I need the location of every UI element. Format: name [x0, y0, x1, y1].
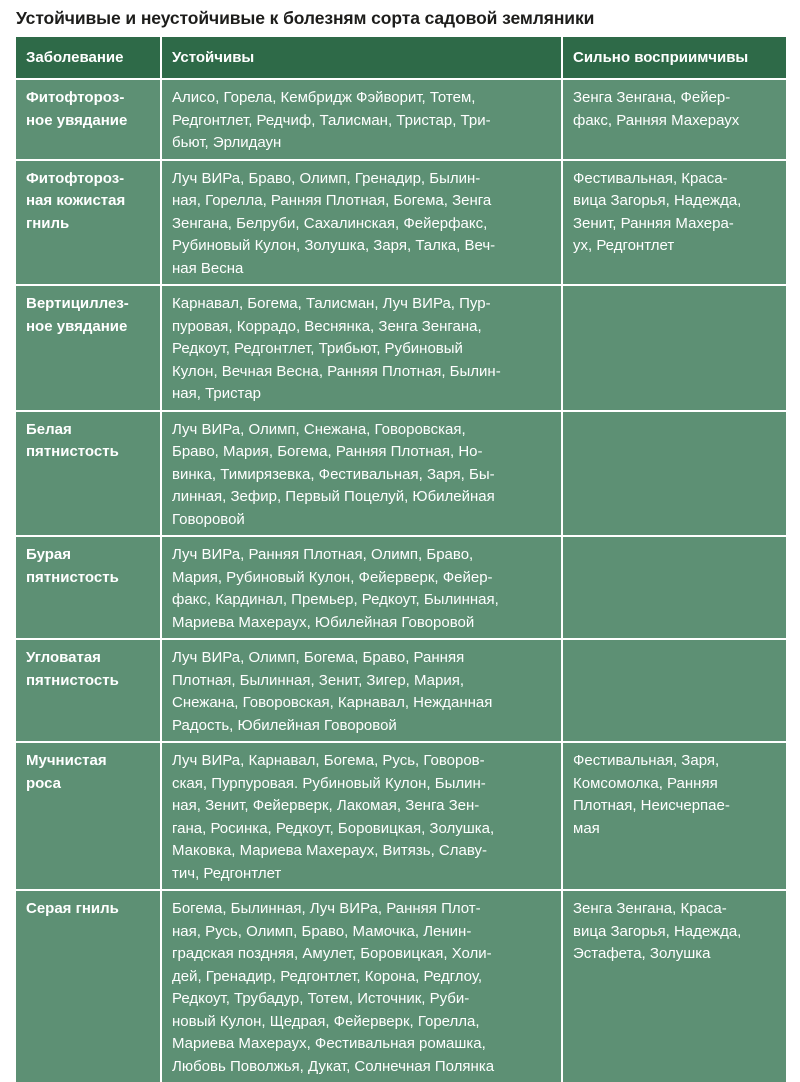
- resistant-cell: Алисо, Горела, Кембридж Фэйворит, Тотем, Редгонтлет, Редчиф, Талисман, Тристар, Три- бьют, Эрлидаун: [162, 80, 563, 161]
- resistant-cell: Карнавал, Богема, Талисман, Луч ВИРа, Пур- пуровая, Коррадо, Веснянка, Зенга Зенгана, Редкоут, Редгонтлет, Трибьют, Рубиновый Кулон, Вечная Весна, Ранняя Плотная, Былин- ная, Тристар: [162, 286, 563, 412]
- resistant-cell: Луч ВИРа, Олимп, Богема, Браво, Ранняя Плотная, Былинная, Зенит, Зигер, Мария, Снежана, Говоровская, Карнавал, Нежданная Радость, Юбилейная Говоровой: [162, 640, 563, 743]
- disease-cell: Угловатая пятнистость: [16, 640, 162, 743]
- disease-cell: Фитофтороз- ная кожистая гниль: [16, 161, 162, 287]
- table-row: [16, 412, 786, 538]
- resistant-cell: Луч ВИРа, Олимп, Снежана, Говоровская, Браво, Мария, Богема, Ранняя Плотная, Но- винка, Тимирязевка, Фестивальная, Заря, Бы- линная, Зефир, Первый Поцелуй, Юбилейная Говоровой: [162, 412, 563, 538]
- resistant-cell: Богема, Былинная, Луч ВИРа, Ранняя Плот- ная, Русь, Олимп, Браво, Мамочка, Ленин- градская поздняя, Амулет, Боровицкая, Холи- дей, Гренадир, Редгонтлет, Корона, Редглоу, Редкоут, Трубадур, Тотем, Источник, Руби- новый Кулон, Щедрая, Фейерверк, Горелла, Мариева Махераух, Фестивальная ромашка, Любовь Поволжья, Дукат, Солнечная Полянка: [162, 891, 563, 1082]
- table-row: [16, 286, 786, 412]
- table-row: [16, 80, 786, 161]
- table-row: [16, 640, 786, 743]
- page-title: Устойчивые и неустойчивые к болезням сорта садовой земляники: [16, 8, 595, 28]
- susceptible-cell: [563, 537, 786, 640]
- header-susceptible: Сильно восприимчивы: [563, 37, 786, 80]
- disease-cell: Мучнистая роса: [16, 743, 162, 891]
- resistant-cell: Луч ВИРа, Ранняя Плотная, Олимп, Браво, Мария, Рубиновый Кулон, Фейерверк, Фейер- факс, Кардинал, Премьер, Редкоут, Былинная, Мариева Махераух, Юбилейная Говоровой: [162, 537, 563, 640]
- table-row: [16, 891, 786, 1082]
- header-disease: Заболевание: [16, 37, 162, 80]
- disease-cell: Белая пятнистость: [16, 412, 162, 538]
- susceptible-cell: [563, 286, 786, 412]
- disease-cell: Бурая пятнистость: [16, 537, 162, 640]
- susceptible-cell: [563, 412, 786, 538]
- table-row: [16, 161, 786, 287]
- susceptible-cell: Зенга Зенгана, Фейер- факс, Ранняя Махераух: [563, 80, 786, 161]
- table-header-row: [16, 37, 786, 80]
- disease-cell: Серая гниль: [16, 891, 162, 1082]
- resistant-cell: Луч ВИРа, Браво, Олимп, Гренадир, Былин- ная, Горелла, Ранняя Плотная, Богема, Зенга Зенгана, Белруби, Сахалинская, Фейерфакс, Рубиновый Кулон, Золушка, Заря, Талка, Веч- ная Весна: [162, 161, 563, 287]
- disease-cell: Вертициллез- ное увядание: [16, 286, 162, 412]
- susceptible-cell: Фестивальная, Краса- вица Загорья, Надежда, Зенит, Ранняя Махера- ух, Редгонтлет: [563, 161, 786, 287]
- susceptible-cell: [563, 640, 786, 743]
- disease-resistance-table: [16, 37, 786, 1082]
- resistant-cell: Луч ВИРа, Карнавал, Богема, Русь, Говоров- ская, Пурпуровая. Рубиновый Кулон, Былин- ная, Зенит, Фейерверк, Лакомая, Зенга Зен- гана, Росинка, Редкоут, Боровицкая, Золушка, Маковка, Мариева Махераух, Витязь, Славу- тич, Редгонтлет: [162, 743, 563, 891]
- susceptible-cell: Фестивальная, Заря, Комсомолка, Ранняя Плотная, Неисчерпае- мая: [563, 743, 786, 891]
- susceptible-cell: Зенга Зенгана, Краса- вица Загорья, Надежда, Эстафета, Золушка: [573, 900, 742, 962]
- disease-cell: Фитофторoз- ное увядание: [16, 80, 162, 161]
- table-row: [16, 537, 786, 640]
- header-resistant: Устойчивы: [162, 37, 563, 80]
- table-row: [16, 743, 786, 891]
